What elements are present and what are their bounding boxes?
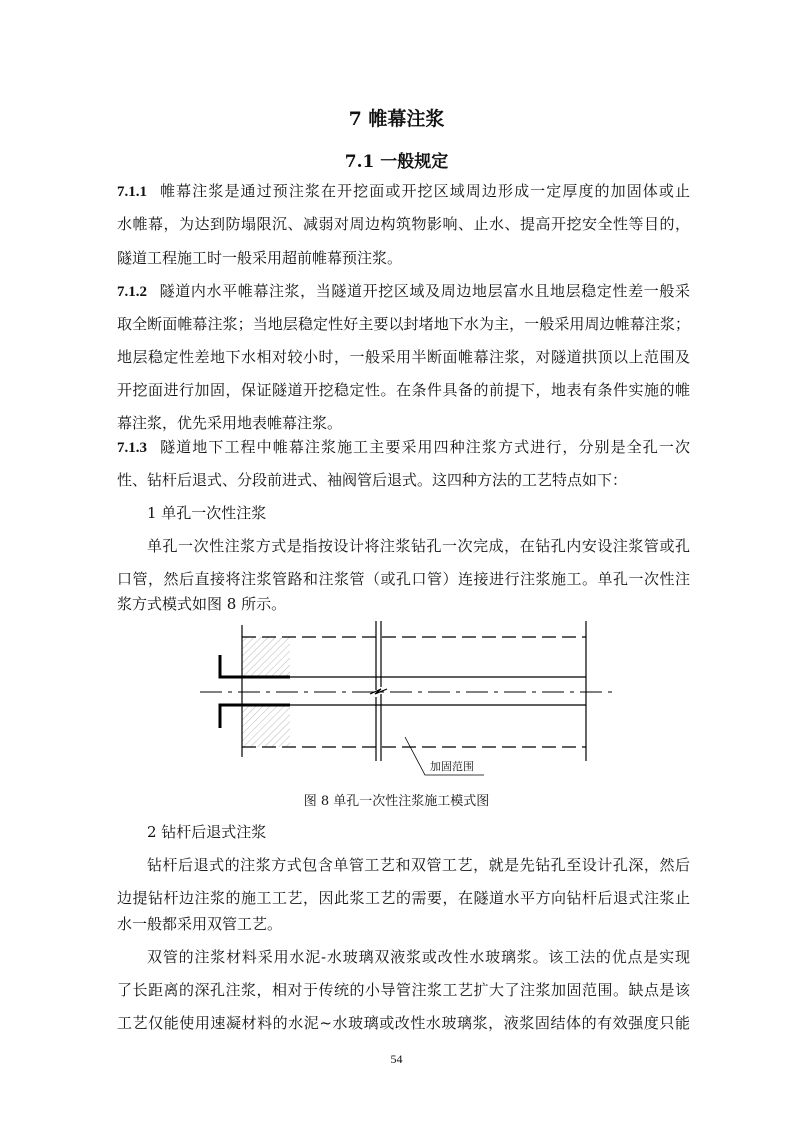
page-number: 54 [390,1052,403,1066]
text-line: 浆方式模式如图 8 所示。 [117,595,287,613]
text-line: 隧道地下工程中帷幕注浆施工主要采用四种注浆方式进行，分别是全孔一次 [159,438,690,456]
text-line: 性、钻杆后退式、分段前进式、袖阀管后退式。这四种方法的工艺特点如下： [117,471,628,489]
text-line: 地层稳定性差地下水相对较小时，一般采用半断面帷幕注浆，对隧道拱顶以上范围及 [117,348,690,366]
text-line: 单孔一次性注浆方式是指按设计将注浆钻孔一次完成，在钻孔内安设注浆管或孔 [147,537,690,555]
text-line: 水一般都采用双管工艺。 [117,915,283,933]
text-line: 双管的注浆材料采用水泥-水玻璃双液浆或改性水玻璃浆。该工法的优点是实现 [147,948,690,966]
text-line: 开挖面进行加固，保证隧道开挖稳定性。在条件具备的前提下，地表有条件实施的帷 [117,381,690,399]
figure-caption: 图 8 单孔一次性注浆施工模式图 [303,794,490,809]
clause-number: 7.1.1 [117,184,147,200]
text-line: 了长距离的深孔注浆，相对于传统的小导管注浆工艺扩大了注浆加固范围。缺点是该 [117,981,690,999]
text-line: 边提钻杆边注浆的施工工艺，因此浆工艺的需要，在隧道水平方向钻杆后退式注浆止 [117,889,690,907]
item-heading: 1 单孔一次性注浆 [147,504,267,522]
text-line: 幕注浆，优先采用地表帷幕注浆。 [117,414,343,432]
text-line: 钻杆后退式的注浆方式包含单管工艺和双管工艺，就是先钻孔至设计孔深，然后 [147,856,690,874]
clause-number: 7.1.2 [117,284,147,300]
grout-hatch-bottom [242,705,290,747]
text-line: 帷幕注浆是通过预注浆在开挖面或开挖区域周边形成一定厚度的加固体或止 [159,182,690,200]
text-line: 水帷幕，为达到防塌限沉、减弱对周边构筑物影响、止水、提高开挖安全性等目的， [117,215,690,233]
text-line: 取全断面帷幕注浆；当地层稳定性好主要以封堵地下水为主，一般采用周边帷幕注浆； [117,315,690,333]
text-line: 口管，然后直接将注浆管路和注浆管（或孔口管）连接进行注浆施工。单孔一次性注 [117,570,690,588]
clause-number: 7.1.3 [117,440,147,456]
chapter-title: 7 帷幕注浆 [348,108,445,130]
item-heading: 2 钻杆后退式注浆 [147,823,267,841]
text-line: 隧道内水平帷幕注浆，当隧道开挖区域及周边地层富水且地层稳定性差一般采 [159,282,690,300]
section-title: 7.1 一般规定 [344,152,449,172]
figure-label: 加固范围 [430,760,474,773]
text-line: 隧道工程施工时一般采用超前帷幕预注浆。 [117,249,403,267]
text-line: 工艺仅能使用速凝材料的水泥~水玻璃或改性水玻璃浆，液浆固结体的有效强度只能 [117,1014,690,1032]
grout-hatch-top [242,637,290,677]
